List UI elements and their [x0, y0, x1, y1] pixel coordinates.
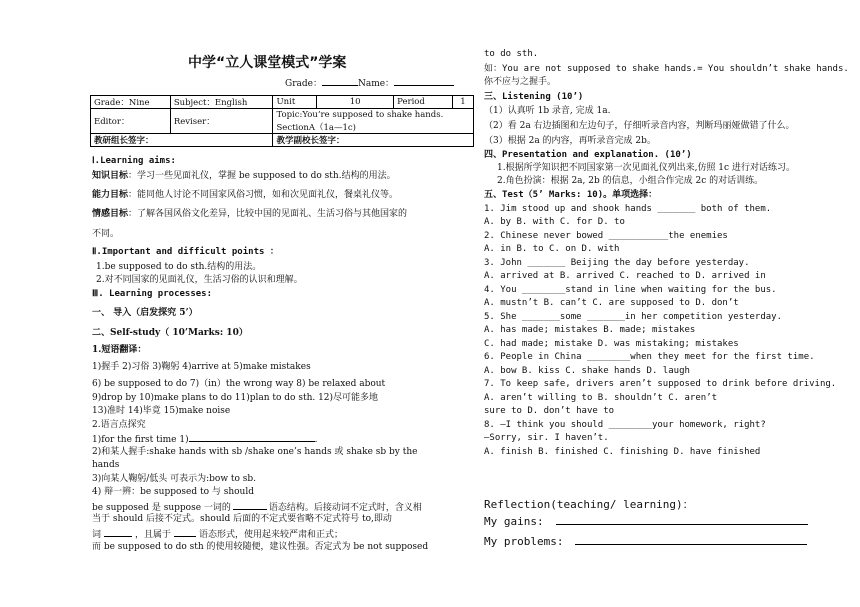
question-2: 2. Chinese never bowed ___________the enemies	[484, 231, 728, 241]
language-heading: 2.语言点探究	[92, 420, 146, 430]
question-2-options: A. in B. to C. on D. with	[484, 244, 620, 254]
knowledge-label: 知识目标	[92, 171, 129, 181]
question-7-options-2: sure to D. don’t have to	[484, 406, 615, 416]
question-4: 4. You ________stand in line when waiting for the bus.	[484, 285, 777, 295]
subject-cell: Subject：English	[170, 96, 273, 109]
phrase-row-3: 9)drop by 10)make plans to do 11)plan to do sth. 12)尽可能多地	[92, 393, 379, 403]
question-1: 1. Jim stood up and shook hands _______ both of them.	[484, 204, 772, 214]
sig1-cell: 教研组长签字：	[91, 134, 273, 147]
name-blank	[394, 76, 454, 86]
question-3: 3. John _______ Beijing the day before yesterday.	[484, 258, 750, 268]
emotion-label: 情感目标	[92, 209, 129, 219]
reflection-heading: Reflection(teaching/ learning)：	[484, 498, 694, 511]
listening-heading: 三、Listening (10’)	[484, 92, 584, 102]
gains-line	[484, 513, 808, 529]
reviser-cell: Reviser：	[170, 109, 273, 134]
period-value-cell: 1	[452, 96, 473, 109]
voice-blank	[233, 500, 267, 510]
question-5-options-1: A. has made; mistakes B. made; mistakes	[484, 325, 696, 335]
page-title: 中学“立人课堂模式”学案	[188, 55, 347, 71]
step-1: 一、 导入（启发探究 5’）	[92, 308, 198, 318]
language-7a: 词	[92, 530, 102, 540]
sig2-cell: 教学副校长签字：	[273, 134, 474, 147]
test-heading: 五、Test（5’ Marks: 10)。单项选择：	[484, 190, 658, 200]
step-2: 二、Self-study（ 10’Marks: 10）	[92, 328, 248, 338]
aims-heading: Ⅰ.Learning aims:	[92, 156, 176, 166]
ability-text: ：能同他人讨论不同国家风俗习惯，如和次见面礼仪，餐桌礼仪等。	[128, 190, 399, 200]
problems-label: My problems:	[484, 535, 564, 548]
question-8-options: A. finish B. finished C. finishing D. have finished	[484, 447, 761, 457]
editor-cell: Editor：	[91, 109, 171, 134]
language-6: 当于 should 后接不定式。should 后面的不定式要省略不定式符号 to,即动	[92, 514, 392, 524]
unit-label-cell: Unit	[273, 96, 317, 109]
language-1: 1)for the first time 1) .	[92, 432, 317, 446]
question-8: 8. —I think you should ________your homework, right?	[484, 420, 766, 430]
emotion-aim	[92, 208, 407, 220]
topic-cell-line2: SectionA（1a—1c)	[273, 121, 474, 134]
emotion-text-2: 不同。	[92, 229, 120, 239]
cont-3: 你不应与之握手。	[484, 77, 557, 87]
important-2: 2.对不同国家的见面礼仪，生活习俗的认识和理解。	[96, 275, 303, 285]
question-6-options: A. bow B. kiss C. shake hands D. laugh	[484, 366, 690, 376]
question-5: 5. She _______some _______in her competition yesterday.	[484, 312, 783, 322]
question-1-options: A. by B. with C. for D. to	[484, 217, 625, 227]
language-2b: hands	[92, 460, 120, 470]
important-heading: Ⅱ.Important and difficult points ：	[92, 247, 279, 257]
language-5b: 语态结构。后接动词不定式时，含义相	[268, 503, 422, 513]
grade-cell: Grade：Nine	[91, 96, 171, 109]
question-6: 6. People in China ________when they meet for the first time.	[484, 352, 815, 362]
processes-heading: Ⅲ. Learning processes:	[92, 289, 212, 299]
problems-line	[484, 533, 807, 549]
grade-blank	[322, 76, 358, 86]
knowledge-text: ：学习一些见面礼仪，掌握 be supposed to do sth.结构的用法。	[128, 171, 396, 181]
language-5a: be supposed 是 suppose 一词的	[92, 503, 231, 513]
phrase-row-4: 13)准时 14)毕竟 15)make noise	[92, 406, 231, 416]
presentation-heading: 四、Presentation and explanation. (10’)	[484, 150, 692, 160]
question-8-reply: —Sorry, sir. I haven’t.	[484, 433, 609, 443]
language-5	[92, 500, 422, 514]
question-3-options: A. arrived at B. arrived C. reached to D. arrived in	[484, 271, 766, 281]
language-7	[92, 527, 343, 541]
question-7-options-1: A. aren’t willing to B. shouldn’t C. aren’t	[484, 393, 717, 403]
phrase-row-2: 6) be supposed to do 7)（in）the wrong way 8) be relaxed about	[92, 379, 386, 389]
phrase-row-1: 1)握手 2)习俗 3)鞠躬 4)arrive at 5)make mistakes	[92, 362, 311, 372]
answer-blank	[189, 432, 315, 442]
listening-3: （3）根据 2a 的内容，再听录音完成 2b。	[484, 136, 656, 146]
voice-blank-2	[174, 527, 196, 537]
ability-label: 能力目标	[92, 190, 129, 200]
grade-label: Grade：	[285, 79, 322, 89]
language-3: 3)向某人鞠躬/低头 可表示为:bow to sb.	[92, 474, 257, 484]
knowledge-aim	[92, 170, 396, 182]
emotion-text: ：了解各国风俗文化差异，比较中国的见面礼、生活习俗与其他国家的	[128, 209, 408, 219]
cont-1: to do sth.	[484, 49, 539, 59]
language-8: 而 be supposed to do sth 的使用较随便，建议性强。否定式为 be not supposed	[92, 542, 429, 552]
grade-name-line	[285, 76, 454, 90]
question-4-options: A. mustn’t B. can’t C. are supposed to D. don’t	[484, 298, 739, 308]
language-7b: ，且属于	[135, 530, 172, 540]
cont-2: 如：You are not supposed to shake hands.= You shouldn’t shake hands.	[484, 64, 849, 74]
name-label: Name：	[357, 79, 395, 89]
question-7: 7. To keep safe, drivers aren’t supposed to drink before driving.	[484, 379, 837, 389]
ability-aim	[92, 189, 398, 201]
gains-label: My gains:	[484, 515, 544, 528]
language-7c: 语态形式，使用起来较严肃和正式；	[199, 530, 344, 540]
presentation-2: 2.角色扮演：根据 2a, 2b 的信息，小组合作完成 2c 的对话训练。	[497, 176, 764, 186]
info-table	[90, 95, 474, 147]
listening-2: （2）看 2a 右边插图和左边句子，仔细听录音内容，判断玛丽娅做错了什么。	[484, 121, 795, 131]
gains-blank[interactable]	[556, 513, 808, 525]
question-5-options-2: C. had made; mistake D. was mistaking; mistakes	[484, 339, 739, 349]
unit-value-cell: 10	[317, 96, 394, 109]
language-4: 4) 辩一辨：be supposed to 与 should	[92, 487, 254, 497]
language-2: 2)和某人握手:shake hands with sb /shake one’s hands 或 shake sb by the	[92, 447, 418, 457]
presentation-1: 1.根据所学知识把不同国家第一次见面礼仪列出来,仿照 1c 进行对话练习。	[497, 163, 795, 173]
listening-1: （1）认真听 1b 录音, 完成 1a.	[484, 106, 611, 116]
phrase-heading: 1.短语翻译：	[92, 345, 147, 355]
problems-blank[interactable]	[575, 533, 807, 545]
language-1-text: 1)for the first time 1)	[92, 435, 189, 445]
topic-cell-line1: Topic:You’re supposed to shake hands.	[273, 109, 474, 122]
important-1: 1.be supposed to do sth.结构的用法。	[96, 262, 262, 272]
period-label-cell: Period	[394, 96, 453, 109]
verb-blank	[104, 527, 132, 537]
